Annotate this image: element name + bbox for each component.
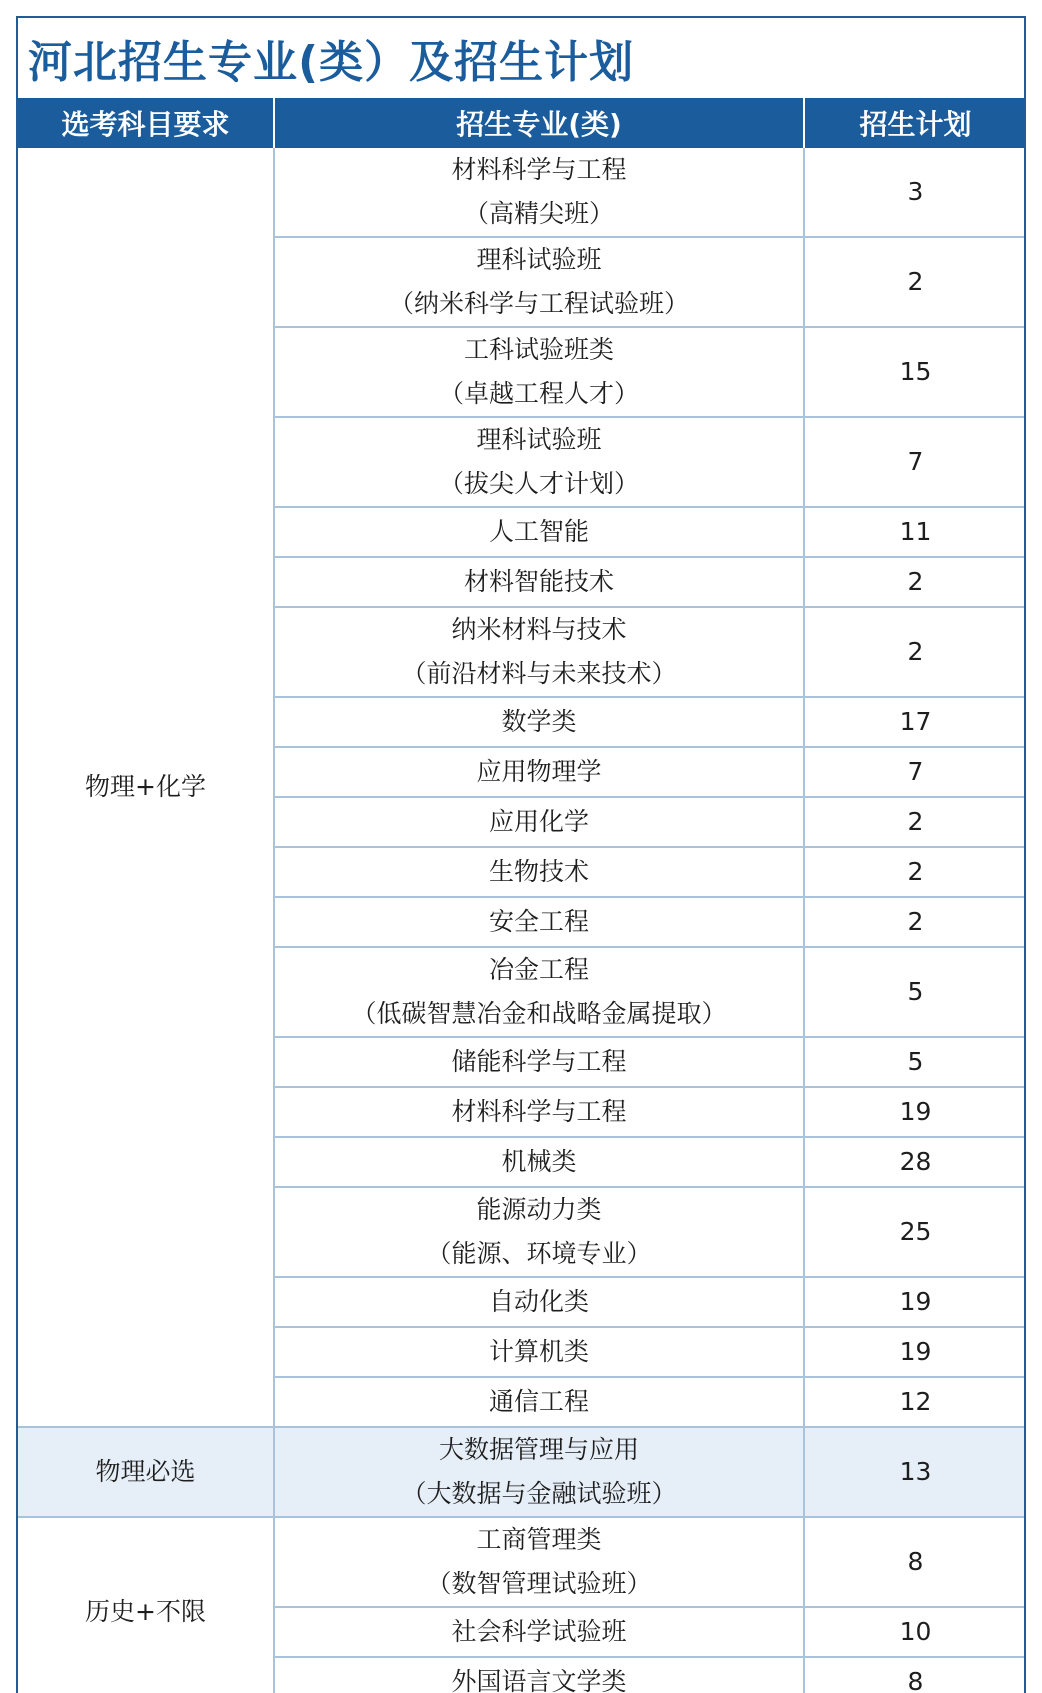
major-cell (274, 557, 804, 607)
plan-cell: 11 (804, 507, 1026, 557)
header-requirement: 选考科目要求 (18, 98, 274, 148)
major-cell (274, 1187, 804, 1277)
major-name: 应用化学 (488, 807, 589, 836)
header-plan: 招生计划 (804, 98, 1026, 148)
major-cell (274, 507, 804, 557)
major-cell (274, 1607, 804, 1657)
major-name: 工商管理类 (476, 1525, 602, 1554)
requirement-cell: 物理必选 (18, 1427, 274, 1517)
major-name: 大数据管理与应用 (438, 1435, 639, 1464)
major-subtitle: （拔尖人才计划） (438, 469, 639, 498)
plan-cell: 19 (804, 1327, 1026, 1377)
table-row (18, 148, 1026, 237)
plan-cell: 17 (804, 697, 1026, 747)
major-subtitle: （高精尖班） (463, 199, 614, 228)
major-name: 社会科学试验班 (451, 1617, 627, 1646)
major-subtitle: （大数据与金融试验班） (401, 1479, 677, 1508)
major-name: 工科试验班类 (463, 335, 614, 364)
major-cell (274, 237, 804, 327)
major-name: 材料科学与工程 (451, 1097, 627, 1126)
major-name: 能源动力类 (476, 1195, 602, 1224)
plan-cell: 10 (804, 1607, 1026, 1657)
major-name: 理科试验班 (476, 245, 602, 274)
major-cell (274, 847, 804, 897)
plan-cell: 7 (804, 417, 1026, 507)
admission-plan-table (18, 98, 1026, 1693)
plan-cell: 13 (804, 1427, 1026, 1517)
major-name: 生物技术 (488, 857, 589, 886)
major-cell (274, 148, 804, 237)
plan-cell: 19 (804, 1087, 1026, 1137)
major-cell (274, 417, 804, 507)
plan-cell: 28 (804, 1137, 1026, 1187)
plan-cell: 3 (804, 148, 1026, 237)
major-cell (274, 1277, 804, 1327)
table-body (18, 148, 1026, 1693)
major-subtitle: （前沿材料与未来技术） (401, 659, 677, 688)
major-name: 自动化类 (488, 1287, 589, 1316)
table-row (18, 1427, 1026, 1517)
major-name: 安全工程 (488, 907, 589, 936)
plan-cell: 25 (804, 1187, 1026, 1277)
major-name: 机械类 (501, 1147, 577, 1176)
plan-cell: 2 (804, 797, 1026, 847)
plan-cell: 2 (804, 557, 1026, 607)
major-cell (274, 1517, 804, 1607)
plan-cell: 8 (804, 1517, 1026, 1607)
major-subtitle: （纳米科学与工程试验班） (388, 289, 689, 318)
plan-frame (16, 16, 1026, 1693)
major-cell (274, 797, 804, 847)
major-name: 数学类 (501, 707, 577, 736)
major-subtitle: （能源、环境专业） (426, 1239, 652, 1268)
major-cell (274, 947, 804, 1037)
requirement-cell: 历史+不限 (18, 1517, 274, 1693)
major-cell (274, 897, 804, 947)
plan-cell: 8 (804, 1657, 1026, 1693)
plan-cell: 2 (804, 847, 1026, 897)
major-name: 纳米材料与技术 (451, 615, 627, 644)
major-name: 应用物理学 (476, 757, 602, 786)
major-name: 通信工程 (488, 1387, 589, 1416)
major-cell (274, 1657, 804, 1693)
major-name: 冶金工程 (488, 955, 589, 984)
major-cell (274, 1087, 804, 1137)
major-subtitle: （数智管理试验班） (426, 1569, 652, 1598)
major-subtitle: （卓越工程人才） (438, 379, 639, 408)
major-subtitle: （低碳智慧冶金和战略金属提取） (351, 999, 727, 1028)
page-title: 河北招生专业(类）及招生计划 (28, 37, 635, 88)
requirement-cell: 物理+化学 (18, 148, 274, 1427)
major-name: 材料科学与工程 (451, 155, 627, 184)
plan-cell: 2 (804, 897, 1026, 947)
plan-cell: 7 (804, 747, 1026, 797)
major-name: 储能科学与工程 (451, 1047, 627, 1076)
plan-cell: 12 (804, 1377, 1026, 1427)
major-cell (274, 1427, 804, 1517)
major-name: 外国语言文学类 (451, 1667, 627, 1693)
plan-cell: 15 (804, 327, 1026, 417)
plan-cell: 2 (804, 607, 1026, 697)
header-major: 招生专业(类) (274, 98, 804, 148)
table-row (18, 1517, 1026, 1607)
major-cell (274, 1137, 804, 1187)
plan-cell: 2 (804, 237, 1026, 327)
major-cell (274, 697, 804, 747)
major-name: 材料智能技术 (463, 567, 614, 596)
major-cell (274, 1327, 804, 1377)
major-name: 人工智能 (488, 517, 589, 546)
major-cell (274, 327, 804, 417)
major-cell (274, 1377, 804, 1427)
table-header (18, 98, 1026, 148)
plan-cell: 19 (804, 1277, 1026, 1327)
major-name: 理科试验班 (476, 425, 602, 454)
major-name: 计算机类 (488, 1337, 589, 1366)
major-cell (274, 607, 804, 697)
plan-cell: 5 (804, 947, 1026, 1037)
major-cell (274, 1037, 804, 1087)
plan-cell: 5 (804, 1037, 1026, 1087)
major-cell (274, 747, 804, 797)
